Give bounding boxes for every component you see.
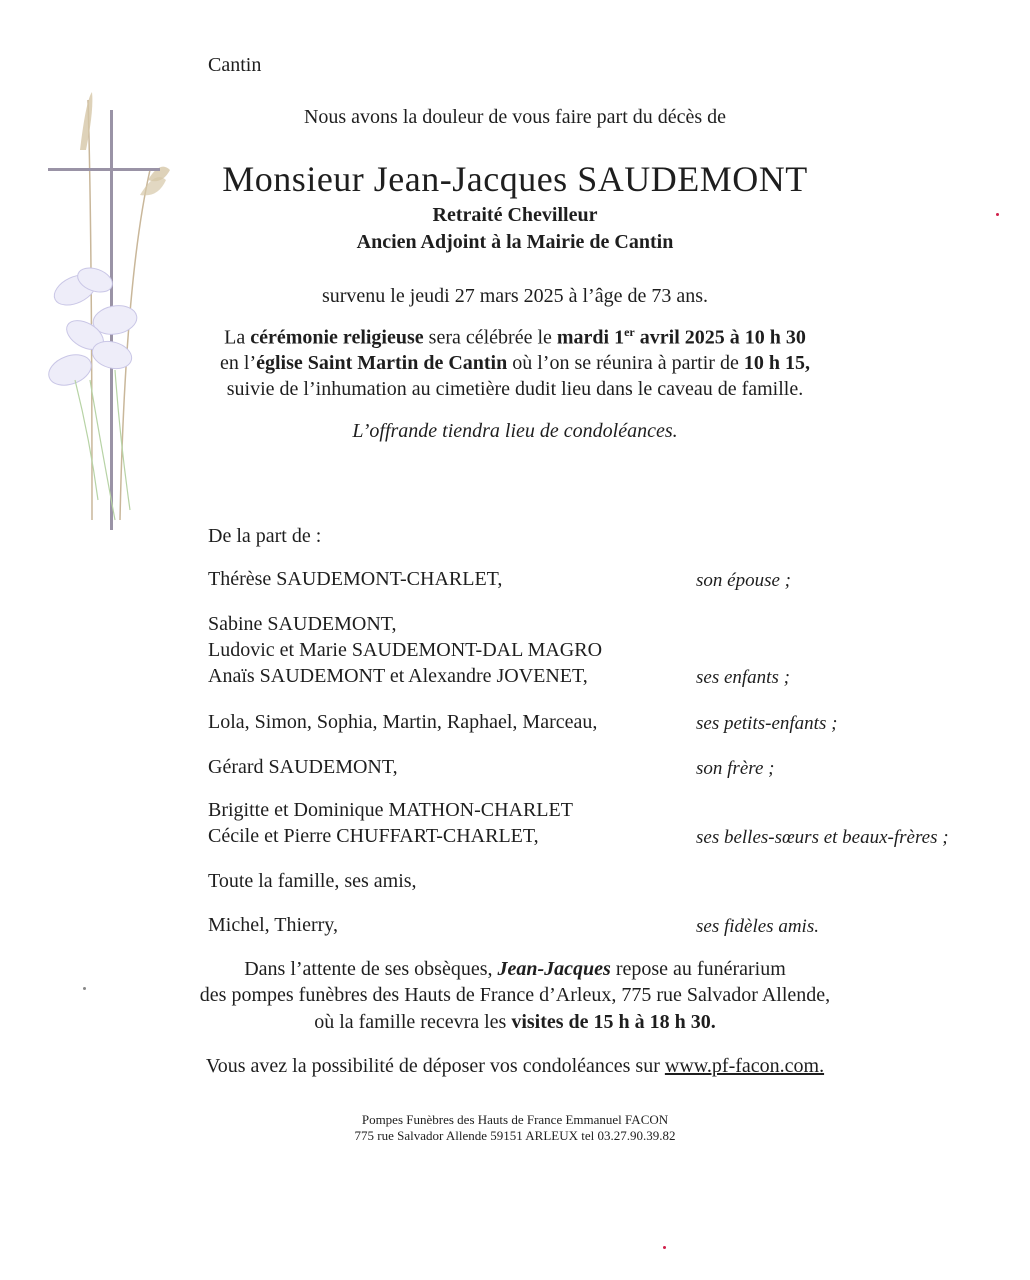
family-role: ses fidèles amis.	[696, 916, 819, 937]
ceremony-date-time: avril 2025 à 10 h 30	[634, 326, 806, 349]
scan-speck	[663, 1246, 666, 1249]
ceremony-line-3: suivie de l’inhumation au cimetière dudit lieu dans le caveau de famille.	[226, 378, 804, 400]
deceased-title-1: Retraité Chevilleur	[432, 204, 598, 226]
condolences-text: Vous avez la possibilité de déposer vos condoléances sur	[205, 1055, 665, 1077]
offering-note: L’offrande tiendra lieu de condoléances.	[352, 420, 678, 442]
funerarium-text: où la famille recevra les	[314, 1011, 512, 1033]
family-name-line: Sabine SAUDEMONT,	[208, 613, 397, 635]
family-name-line: Lola, Simon, Sophia, Martin, Raphael, Marceau,	[208, 711, 598, 733]
funerarium-text: repose au funérarium	[610, 958, 786, 980]
family-role: ses enfants ;	[696, 667, 790, 688]
ceremony-line-2	[0, 352, 1030, 375]
family-role: ses belles-sœurs et beaux-frères ;	[696, 827, 949, 848]
ceremony-text: La	[224, 326, 251, 349]
family-name-line: Michel, Thierry,	[208, 914, 338, 936]
ceremony-text: en l’	[220, 352, 257, 374]
family-name-line: Brigitte et Dominique MATHON-CHARLET	[208, 799, 573, 821]
place-name: Cantin	[208, 54, 262, 76]
funerarium-line-2: des pompes funèbres des Hauts de France d’Arleux, 775 rue Salvador Allende,	[199, 984, 831, 1006]
funerarium-text: Dans l’attente de ses obsèques,	[244, 958, 498, 980]
family-name-line: Thérèse SAUDEMONT-CHARLET,	[208, 568, 503, 590]
deceased-name: Monsieur Jean-Jacques SAUDEMONT	[222, 159, 808, 199]
intro-text: Nous avons la douleur de vous faire part du décès de	[303, 106, 727, 128]
funerarium-line-3	[0, 1011, 1030, 1034]
family-role: ses petits-enfants ;	[696, 713, 838, 734]
ceremony-date-ordinal: er	[624, 325, 635, 339]
footer-address: 775 rue Salvador Allende 59151 ARLEUX tel 03.27.90.39.82	[354, 1128, 676, 1143]
family-name-line: Gérard SAUDEMONT,	[208, 756, 398, 778]
deceased-title-2: Ancien Adjoint à la Mairie de Cantin	[356, 231, 674, 253]
footer-company: Pompes Funèbres des Hauts de France Emmanuel FACON	[361, 1112, 669, 1127]
scan-speck	[83, 987, 86, 990]
visiting-hours: visites de 15 h à 18 h 30.	[511, 1011, 716, 1033]
family-name-line: Anaïs SAUDEMONT et Alexandre JOVENET,	[208, 665, 588, 687]
ceremony-location: église Saint Martin de Cantin	[256, 352, 508, 374]
ceremony-type: cérémonie religieuse	[250, 326, 424, 349]
cross-flowers-decoration	[20, 80, 170, 540]
family-name-line: Ludovic et Marie SAUDEMONT-DAL MAGRO	[208, 639, 603, 661]
family-role: son épouse ;	[696, 570, 791, 591]
funerarium-line-1	[0, 958, 1030, 981]
deceased-first-name: Jean-Jacques	[497, 958, 611, 980]
ceremony-date: mardi 1	[556, 326, 625, 349]
family-name-line: Cécile et Pierre CHUFFART-CHARLET,	[208, 825, 539, 847]
scan-speck	[996, 213, 999, 216]
ceremony-text: sera célébrée le	[423, 326, 557, 349]
death-date-text: survenu le jeudi 27 mars 2025 à l’âge de 73 ans.	[321, 285, 708, 307]
gathering-time: 10 h 15,	[743, 352, 810, 374]
condolences-website-link[interactable]: www.pf-facon.com.	[664, 1055, 825, 1077]
ceremony-line-1	[0, 325, 1030, 350]
family-name-line: Toute la famille, ses amis,	[208, 870, 417, 892]
condolences-line	[0, 1055, 1030, 1078]
family-intro: De la part de :	[208, 525, 322, 547]
ceremony-text: où l’on se réunira à partir de	[507, 352, 744, 374]
family-role: son frère ;	[696, 758, 775, 779]
